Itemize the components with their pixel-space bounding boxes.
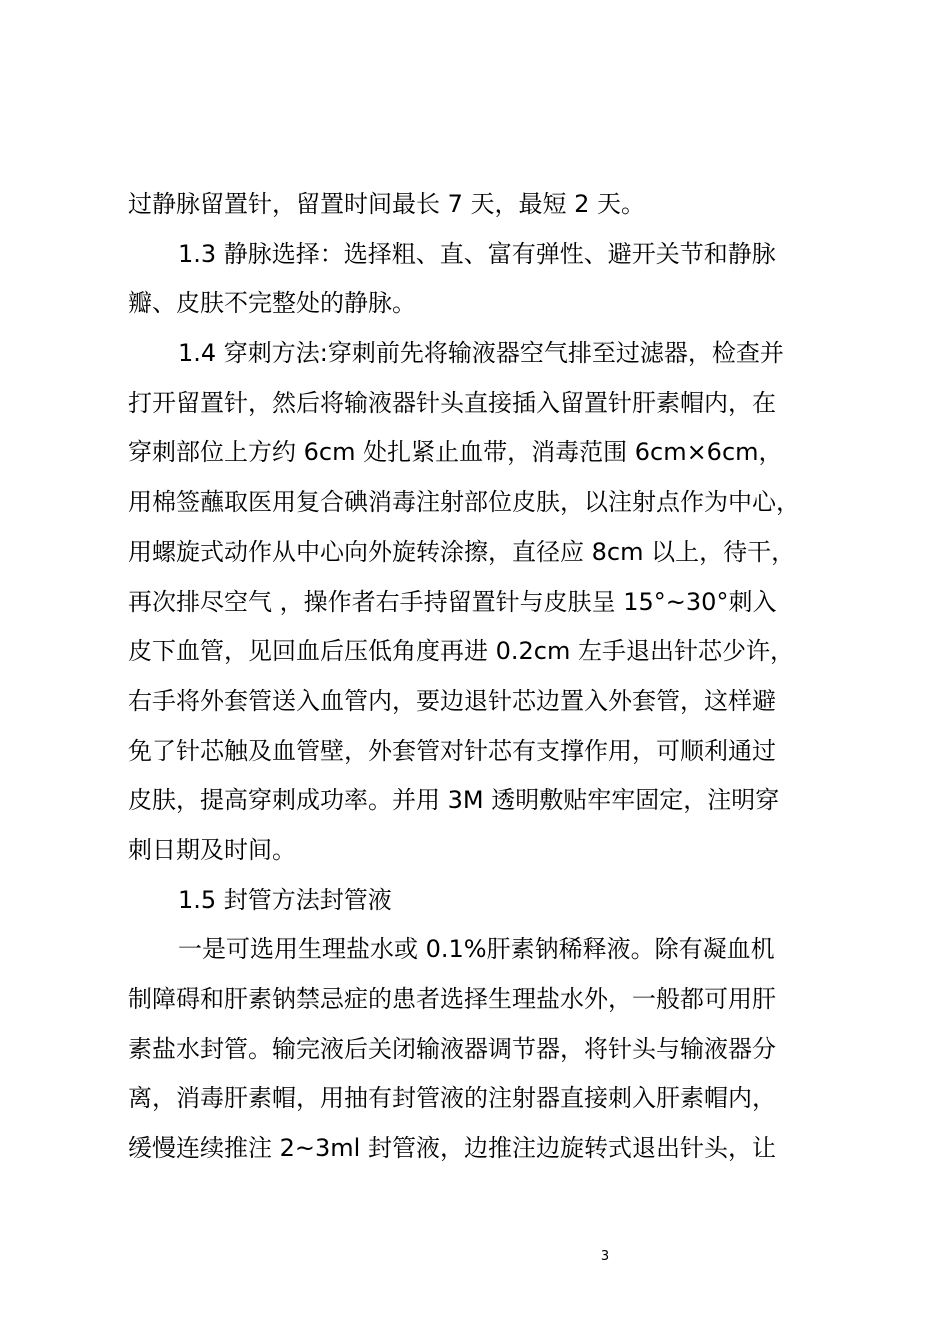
page-number: 3	[600, 1249, 610, 1264]
text-line: 制障碍和肝素钠禁忌症的患者选择生理盐水外，一般都可用肝	[128, 985, 776, 1013]
body-text	[128, 180, 852, 1174]
text-line: 打开留置针，然后将输液器针头直接插入留置针肝素帽内，在	[128, 388, 776, 417]
text-line: 用棉签蘸取医用复合碘消毒注射部位皮肤，以注射点作为中心，	[128, 488, 800, 517]
text-line: 离，消毒肝素帽，用抽有封管液的注射器直接刺入肝素帽内，	[128, 1084, 776, 1113]
text-line: 再次排尽空气 ，操作者右手持留置针与皮肤呈 15°~30°刺入	[128, 587, 777, 616]
text-line: 刺日期及时间。	[128, 835, 296, 864]
text-line: 用螺旋式动作从中心向外旋转涂擦，直径应 8cm 以上，待干，	[128, 537, 796, 566]
text-line: 缓慢连续推注 2~3ml 封管液，边推注边旋转式退出针头，让	[128, 1134, 776, 1163]
text-line: 皮下血管，见回血后压低角度再进 0.2cm 左手退出针芯少许，	[128, 637, 794, 666]
text-line: 皮肤，提高穿刺成功率。并用 3M 透明敷贴牢牢固定，注明穿	[128, 786, 780, 815]
text-line: 穿刺部位上方约 6cm 处扎紧止血带，消毒范围 6cm×6cm，	[128, 438, 783, 467]
text-line: 瓣、皮肤不完整处的静脉。	[128, 289, 416, 318]
text-line: 免了针芯触及血管壁，外套管对针芯有支撑作用，可顺利通过	[128, 736, 776, 765]
paragraph-line-puncture-method: 1.4 穿刺方法:穿刺前先将输液器空气排至过滤器，检查并	[178, 339, 784, 368]
text-line: 右手将外套管送入血管内，要边退针芯边置入外套管，这样避	[128, 686, 776, 715]
text-line: 过静脉留置针，留置时间最长 7 天，最短 2 天。	[128, 190, 646, 218]
paragraph-line-vein-selection: 1.3 静脉选择：选择粗、直、富有弹性、避开关节和静脉	[178, 239, 776, 268]
text-line: 素盐水封管。输完液后关闭输液器调节器，将针头与输液器分	[128, 1034, 776, 1063]
paragraph-line-sealing-fluid: 一是可选用生理盐水或 0.1%肝素钠稀释液。除有凝血机	[178, 935, 775, 964]
section-heading-sealing-method: 1.5 封管方法封管液	[178, 885, 392, 914]
